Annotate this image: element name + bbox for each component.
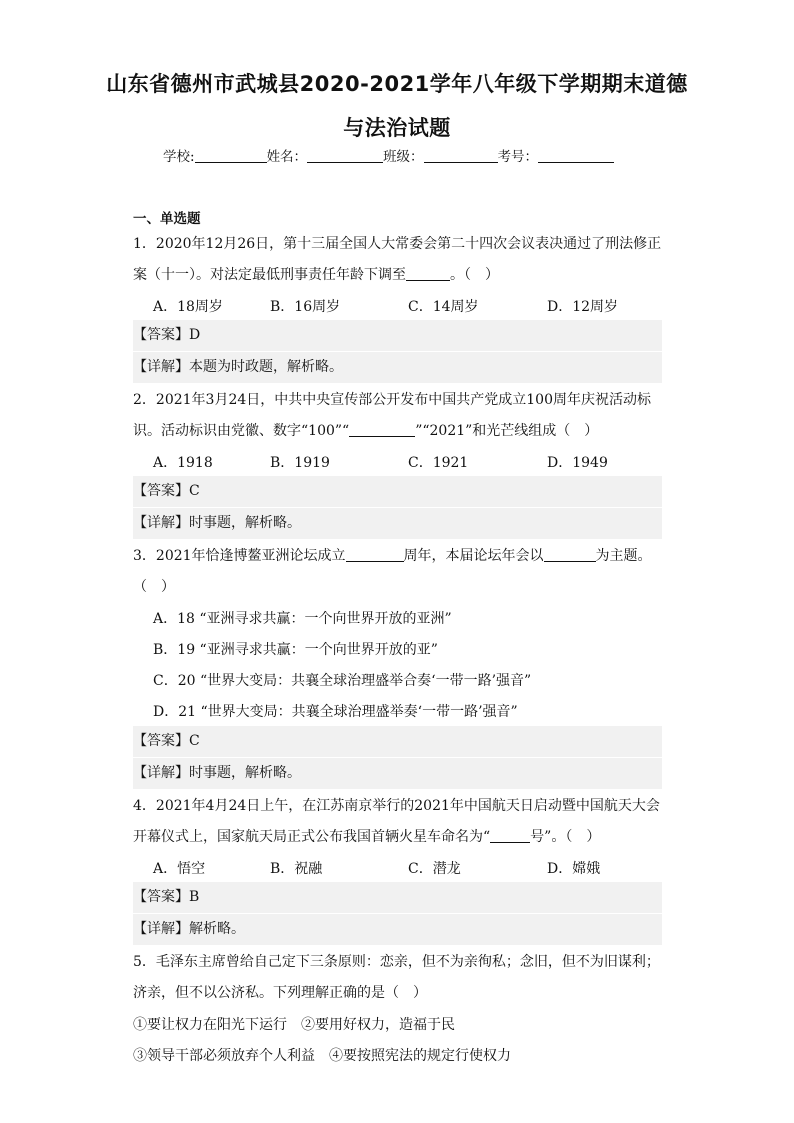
question-5-stem-line1: 5．毛泽东主席曾给自己定下三条原则：恋亲，但不为亲徇私；念旧，但不为旧谋利； [133,954,660,970]
question-3-stem-line2: （ ） [133,579,175,595]
question-2-stem-text: 识。活动标识由党徽、数字“100”“ [133,423,350,439]
question-3-stem-middle: 周年，本届论坛年会以 [403,548,544,564]
section-heading: 一、单选题 [133,211,201,227]
question-2-detail: 【详解】时事题，解析略。 [133,508,662,539]
question-1-option-a[interactable]: A．18周岁 [153,299,223,315]
question-2-option-d[interactable]: D．1949 [547,455,608,471]
question-3-detail: 【详解】时事题，解析略。 [133,758,662,789]
exam-number-blank[interactable] [538,148,614,163]
question-4-stem-line1: 4．2021年4月24日上午，在江苏南京举行的2021年中国航天日启动暨中国航天大会 [133,798,660,814]
question-4-option-d[interactable]: D．嫦娥 [547,861,601,877]
question-2-option-a[interactable]: A．1918 [153,455,213,471]
question-4-answer: 【答案】B [133,882,662,913]
question-2-stem-tail: ”“2021”和光芒线组成（ ） [415,423,599,439]
exam-number-label: 考号： [497,149,539,165]
question-2-stem-line2 [133,420,598,440]
question-4-option-c[interactable]: C．潜龙 [408,861,461,877]
question-1-fill-blank [406,266,450,281]
question-3-option-b[interactable]: B．19 “亚洲寻求共赢：一个向世界开放的亚” [153,642,438,658]
class-blank[interactable] [424,148,498,163]
question-1-detail: 【详解】本题为时政题，解析略。 [133,352,662,383]
class-label: 班级： [383,149,424,165]
question-4-stem-tail: 号”。（ ） [530,829,601,845]
question-3-stem-tail: 为主题。 [595,548,652,564]
question-2-option-c[interactable]: C．1921 [408,455,469,471]
question-3-option-d[interactable]: D．21 “世界大变局：共襄全球治理盛举奏‘一带一路’强音” [153,704,518,720]
question-3-option-c[interactable]: C．20 “世界大变局：共襄全球治理盛举合奏‘一带一路’强音” [153,673,532,689]
question-3-fill-blank-2 [544,547,596,562]
question-1-option-d[interactable]: D．12周岁 [547,299,619,315]
question-2-option-b[interactable]: B．1919 [270,455,330,471]
name-label: 姓名： [266,149,308,165]
question-1-stem-text: 案（十一）。对法定最低刑事责任年龄下调至 [133,267,406,283]
question-1-answer: 【答案】D [133,320,662,351]
school-label: 学校: [163,149,195,165]
name-blank[interactable] [307,148,383,163]
school-blank[interactable] [195,148,267,163]
question-3-option-a[interactable]: A．18 “亚洲寻求共赢：一个向世界开放的亚洲” [153,611,452,627]
question-4-option-b[interactable]: B．祝融 [270,861,323,877]
question-4-stem-text: 开幕仪式上，国家航天局正式公布我国首辆火星车命名为“ [133,829,491,845]
question-2-stem-line1: 2．2021年3月24日，中共中央宣传部公开发布中国共产党成立100周年庆祝活动标 [133,392,651,408]
question-3-stem-line1 [133,545,652,565]
question-1-option-c[interactable]: C．14周岁 [408,299,479,315]
question-2-answer: 【答案】C [133,476,662,507]
question-4-fill-blank [490,828,530,843]
question-1-stem-line2 [133,264,499,284]
question-2-fill-blank [349,422,415,437]
question-4-stem-line2 [133,826,600,846]
exam-title-line1: 山东省德州市武城县2020-2021学年八年级下学期期末道德 [106,72,688,96]
question-1-stem-tail: 。（ ） [450,267,499,283]
question-5-statements-2: ③领导干部必须放弃个人利益 ④要按照宪法的规定行使权力 [133,1048,511,1064]
question-5-statements-1: ①要让权力在阳光下运行 ②要用好权力，造福于民 [133,1017,455,1033]
student-info-row [163,145,614,165]
question-1-stem-line1: 1．2020年12月26日，第十三届全国人大常委会第二十四次会议表决通过了刑法修正 [133,236,662,252]
question-1-option-b[interactable]: B．16周岁 [270,299,341,315]
question-3-stem-text: 3．2021年恰逢博鳌亚洲论坛成立 [133,548,346,564]
question-3-answer: 【答案】C [133,726,662,757]
question-5-stem-line2: 济亲，但不以公济私。下列理解正确的是（ ） [133,985,427,1001]
exam-title-line2: 与法治试题 [343,116,451,140]
question-4-option-a[interactable]: A．悟空 [153,861,206,877]
question-3-fill-blank-1 [346,547,404,562]
question-4-detail: 【详解】解析略。 [133,914,662,945]
